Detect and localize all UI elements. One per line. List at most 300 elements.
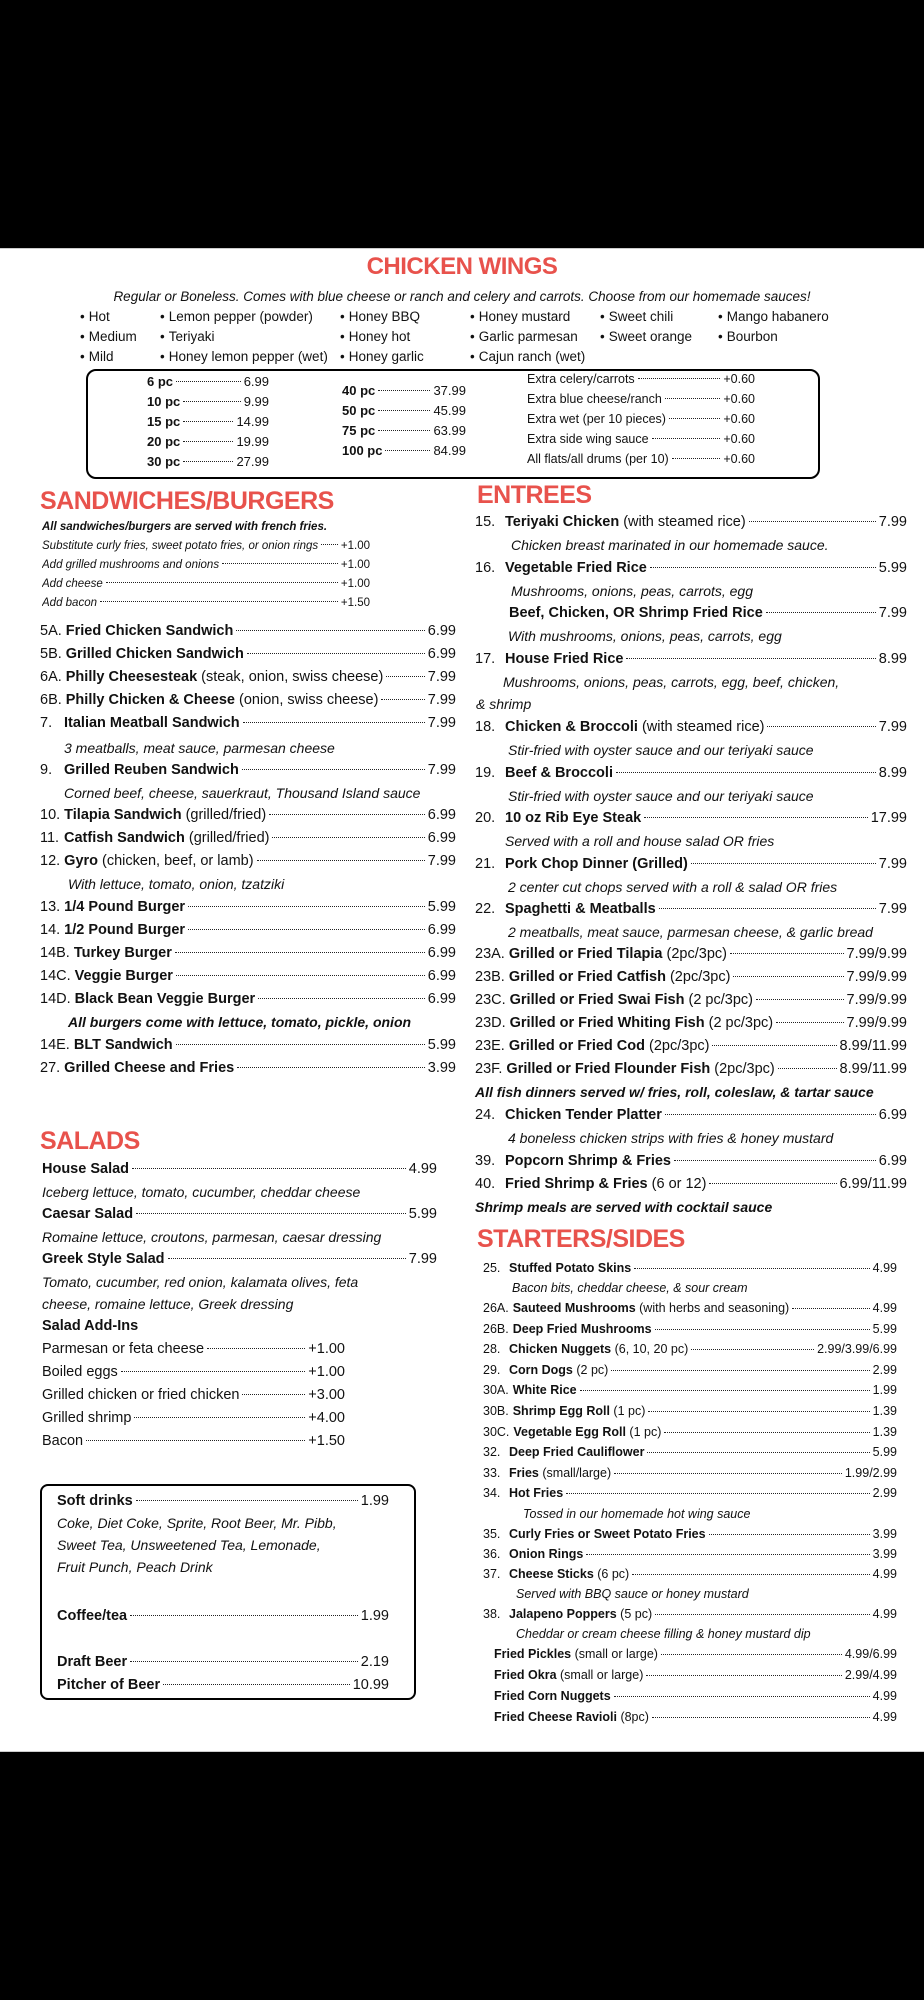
greek-salad-description-2: cheese, romaine lettuce, Greek dressing: [42, 1296, 294, 1312]
dot-leader: [691, 1349, 814, 1350]
spaghetti-description: 2 meatballs, meat sauce, parmesan cheese, & garlic bread: [508, 924, 873, 940]
item-price: 6.99: [427, 945, 456, 961]
entrees-heading: ENTREES: [477, 481, 592, 509]
wing-extra-row: [527, 392, 755, 406]
house-rice-description-1: Mushrooms, onions, peas, carrots, egg, beef, chicken,: [503, 674, 840, 690]
item-name: Extra blue cheese/ranch: [527, 392, 662, 406]
item-number: 34.: [483, 1486, 501, 1501]
item-price: 45.99: [433, 403, 466, 418]
item-name: Spaghetti & Meatballs: [505, 901, 656, 917]
item-price: 27.99: [236, 454, 269, 469]
starters-heading: STARTERS/SIDES: [477, 1225, 685, 1253]
dot-leader: [269, 814, 425, 815]
greek-salad-description-1: Tomato, cucumber, red onion, kalamata olives, feta: [42, 1274, 359, 1290]
item-number: 24.: [475, 1107, 496, 1123]
dot-leader: [175, 952, 425, 953]
item-price: 5.99: [408, 1206, 437, 1222]
wing-extra-row: [527, 432, 755, 446]
sandwich-item: [40, 669, 456, 685]
starter-item: [483, 1342, 897, 1356]
starter-item: [483, 1466, 897, 1480]
item-number: 14E.: [40, 1037, 70, 1053]
dot-leader: [236, 630, 424, 631]
item-number: 23E.: [475, 1038, 505, 1054]
flavor-name: Medium: [88, 329, 137, 344]
dot-leader: [378, 390, 430, 391]
item-price: 84.99: [433, 443, 466, 458]
item-name: Add grilled mushrooms and onions: [42, 559, 220, 571]
item-price: 6.99: [243, 374, 269, 389]
salad-addin-row: [42, 1387, 345, 1403]
item-label: [483, 1261, 631, 1275]
starter-item: [483, 1322, 897, 1336]
sandwich-addon-row: [42, 559, 370, 571]
item-price: 3.99: [872, 1547, 897, 1561]
dot-leader: [709, 1534, 870, 1535]
flavor-item: [600, 329, 696, 344]
poppers-description: Cheddar or cream cheese filling & honey mustard dip: [516, 1627, 811, 1641]
item-name: Grilled or Fried Flounder Fish: [506, 1061, 711, 1077]
flavor-item: [718, 309, 833, 324]
item-price: 5.99: [872, 1445, 897, 1460]
item-price: 6.99: [427, 623, 456, 639]
entree-item: [509, 605, 907, 621]
entree-item: [475, 856, 907, 872]
item-number: 30B.: [483, 1404, 509, 1418]
veg-rice-description: Mushrooms, onions, peas, carrots, egg: [511, 583, 754, 599]
item-price: 7.99/9.99: [846, 992, 907, 1008]
item-name: Boiled eggs: [42, 1364, 118, 1380]
flavor-item: [470, 329, 582, 344]
item-detail: (2 pc/3pc): [684, 992, 753, 1008]
salad-addin-row: [42, 1364, 345, 1380]
fish-dinner-item: [475, 969, 907, 985]
wing-price-row: [147, 374, 269, 389]
item-number: 15.: [475, 514, 496, 530]
item-price: +0.60: [723, 372, 755, 386]
item-label: [483, 1527, 706, 1541]
item-price: +1.00: [308, 1341, 345, 1357]
starter-item: [483, 1363, 897, 1377]
item-name: Corn Dogs: [509, 1362, 573, 1377]
item-detail: (2pc/3pc): [710, 1061, 775, 1077]
item-price: 4.99: [408, 1161, 437, 1177]
item-name: Vegetable Egg Roll: [513, 1424, 626, 1439]
bullet-icon: •: [340, 349, 345, 364]
starter-item: [483, 1425, 897, 1439]
item-label: [40, 1037, 173, 1053]
item-label: [475, 1061, 775, 1077]
starter-item: [483, 1607, 897, 1621]
dot-leader: [730, 953, 844, 954]
item-number: 11.: [40, 830, 60, 846]
starter-item: [494, 1689, 897, 1703]
item-price: 7.99/9.99: [846, 969, 907, 985]
dot-leader: [634, 1268, 869, 1269]
entree-item: [475, 719, 907, 735]
dot-leader: [709, 1183, 836, 1184]
entree-item: [475, 1153, 907, 1169]
item-price: 7.99: [427, 762, 456, 778]
item-price: 6.99: [427, 646, 456, 662]
house-rice-description-2: & shrimp: [476, 696, 532, 712]
item-label: [40, 968, 173, 984]
sandwich-item: [40, 968, 456, 984]
item-price: 14.99: [236, 414, 269, 429]
sandwiches-heading: SANDWICHES/BURGERS: [40, 487, 334, 515]
item-name: Fried Shrimp & Fries: [505, 1176, 648, 1192]
item-price: 6.99: [427, 922, 456, 938]
dot-leader: [664, 1432, 869, 1433]
item-number: 13.: [40, 899, 61, 915]
item-name: Soft drinks: [57, 1493, 133, 1509]
drink-draft: [57, 1654, 389, 1670]
item-label: [483, 1363, 608, 1377]
item-price: 6.99: [427, 968, 456, 984]
sandwich-item: [40, 762, 456, 778]
item-label: [57, 1608, 127, 1624]
item-label: [342, 383, 375, 398]
item-label: [42, 1387, 239, 1403]
dot-leader: [646, 1675, 842, 1676]
item-label: [475, 1153, 671, 1169]
dot-leader: [647, 1452, 869, 1453]
item-label: [40, 669, 383, 685]
drink-coffee: [57, 1608, 389, 1624]
item-name: Grilled or Fried Swai Fish: [509, 992, 685, 1008]
wings-intro: Regular or Boneless. Comes with blue cheese or ranch and celery and carrots. Choose from our homemade sauces!: [113, 289, 811, 304]
dot-leader: [134, 1417, 305, 1418]
item-price: 2.99/3.99/6.99: [817, 1342, 897, 1357]
item-name: Catfish Sandwich: [64, 830, 185, 846]
burger-note: All burgers come with lettuce, tomato, pickle, onion: [68, 1014, 412, 1030]
starter-item: [494, 1668, 897, 1682]
salad-addin-row: [42, 1341, 345, 1357]
item-name: Pitcher of Beer: [57, 1677, 161, 1693]
item-name: Popcorn Shrimp & Fries: [505, 1153, 671, 1169]
meatball-description: 3 meatballs, meat sauce, parmesan cheese: [64, 740, 335, 756]
item-name: Stuffed Potato Skins: [509, 1261, 632, 1275]
item-name: Black Bean Veggie Burger: [74, 991, 256, 1007]
dot-leader: [611, 1370, 869, 1371]
wing-extra-row: [527, 452, 755, 466]
item-label: [483, 1383, 577, 1397]
item-price: 7.99: [878, 719, 907, 735]
potato-skins-description: Bacon bits, cheddar cheese, & sour cream: [512, 1281, 748, 1295]
item-name: Grilled Cheese and Fries: [64, 1060, 235, 1076]
item-label: [475, 1038, 709, 1054]
reuben-description: Corned beef, cheese, sauerkraut, Thousand Island sauce: [64, 785, 421, 801]
item-name: Grilled or Fried Cod: [508, 1038, 645, 1054]
item-label: [40, 1060, 234, 1076]
item-label: [147, 374, 173, 389]
item-number: 27.: [40, 1060, 61, 1076]
item-number: 23B.: [475, 969, 505, 985]
fish-dinner-item: [475, 946, 907, 962]
starter-item: [483, 1486, 897, 1500]
dot-leader: [778, 1068, 837, 1069]
dot-leader: [168, 1258, 406, 1259]
item-label: [483, 1342, 688, 1356]
item-name: 20 pc: [147, 434, 181, 449]
dot-leader: [130, 1615, 358, 1616]
item-price: +1.00: [340, 540, 370, 552]
item-detail: (6, 10, 20 pc): [611, 1342, 689, 1357]
item-name: Jalapeno Poppers: [509, 1607, 617, 1621]
item-name: Chicken Nuggets: [509, 1342, 612, 1357]
item-detail: (grilled/fried): [181, 807, 267, 823]
wing-price-row: [147, 394, 269, 409]
flavor-item: [80, 349, 118, 364]
flavor-item: [80, 329, 141, 344]
item-label: [475, 1107, 662, 1123]
item-name: Fries: [509, 1465, 539, 1480]
item-price: 1.99: [872, 1383, 897, 1398]
dot-leader: [767, 726, 875, 727]
flavor-item: [470, 309, 574, 324]
item-number: 10.: [40, 807, 61, 823]
item-detail: (1 pc): [609, 1404, 646, 1418]
item-number: 19.: [475, 765, 496, 781]
dot-leader: [132, 1168, 406, 1169]
sandwich-item: [40, 899, 456, 915]
dot-leader: [222, 563, 338, 564]
item-detail: (2 pc/3pc): [704, 1015, 774, 1031]
item-label: [475, 719, 764, 735]
starter-item: [483, 1547, 897, 1561]
item-number: 12.: [40, 853, 61, 869]
item-label: [40, 991, 255, 1007]
flavor-item: [160, 309, 317, 324]
item-price: +0.60: [723, 432, 755, 446]
sandwich-addon-row: [42, 540, 370, 552]
item-price: 4.99: [872, 1689, 897, 1703]
item-detail: (onion, swiss cheese): [235, 692, 379, 708]
item-name: Extra side wing sauce: [527, 432, 649, 446]
item-label: [40, 899, 185, 915]
sandwich-item: [40, 830, 456, 846]
item-name: Coffee/tea: [57, 1608, 128, 1624]
flavor-item: [340, 309, 424, 324]
item-price: +1.00: [340, 559, 370, 571]
item-name: Extra celery/carrots: [527, 372, 635, 386]
item-label: [42, 559, 219, 571]
item-label: [40, 623, 233, 639]
soft-drinks-description-1: Coke, Diet Coke, Sprite, Root Beer, Mr. Pibb,: [57, 1515, 337, 1531]
dot-leader: [733, 976, 843, 977]
item-label: [40, 945, 172, 961]
dot-leader: [661, 1654, 842, 1655]
item-number: 23F.: [475, 1061, 503, 1077]
flavor-name: Mild: [88, 349, 114, 364]
item-price: 6.99: [878, 1153, 907, 1169]
item-label: [475, 946, 727, 962]
flavor-name: Sweet chili: [608, 309, 674, 324]
item-label: [475, 969, 730, 985]
item-price: 19.99: [236, 434, 269, 449]
fish-dinner-item: [475, 1038, 907, 1054]
item-price: 7.99: [427, 715, 456, 731]
item-price: 6.99: [427, 991, 456, 1007]
item-name: Caesar Salad: [42, 1206, 134, 1222]
hot-fries-description: Tossed in our homemade hot wing sauce: [523, 1507, 751, 1521]
item-name: Curly Fries or Sweet Potato Fries: [509, 1527, 706, 1541]
salad-addin-row: [42, 1410, 345, 1426]
item-label: [40, 922, 185, 938]
item-name: Add cheese: [42, 578, 103, 590]
flavor-name: Honey hot: [348, 329, 411, 344]
flavor-item: [718, 329, 782, 344]
dot-leader: [183, 401, 240, 402]
item-name: Onion Rings: [509, 1547, 584, 1561]
item-name: House Salad: [42, 1161, 130, 1177]
item-label: [483, 1607, 652, 1621]
item-label: [40, 715, 240, 731]
item-name: Cheese Sticks: [509, 1567, 594, 1581]
dot-leader: [207, 1348, 305, 1349]
dot-leader: [183, 461, 233, 462]
flavor-name: Lemon pepper (powder): [168, 309, 313, 324]
dot-leader: [272, 837, 424, 838]
dot-leader: [614, 1473, 842, 1474]
bullet-icon: •: [340, 329, 345, 344]
item-price: 7.99: [408, 1251, 437, 1267]
item-name: Bacon: [42, 1433, 84, 1449]
item-name: Hot Fries: [509, 1486, 564, 1501]
item-price: 1.99: [360, 1493, 389, 1509]
item-label: [147, 454, 180, 469]
sandwich-item: [40, 991, 456, 1007]
dot-leader: [321, 544, 338, 545]
item-price: 4.99: [872, 1710, 897, 1724]
item-name: White Rice: [512, 1383, 577, 1398]
item-name: 10 pc: [147, 394, 181, 409]
item-label: [494, 1647, 658, 1661]
item-label: [483, 1486, 563, 1500]
wing-price-row: [147, 414, 269, 429]
item-name: Parmesan or feta cheese: [42, 1341, 205, 1357]
item-name: Shrimp Egg Roll: [512, 1404, 610, 1418]
dot-leader: [183, 441, 233, 442]
sandwich-item: [40, 623, 456, 639]
item-number: 6A.: [40, 669, 62, 685]
item-name: Extra wet (per 10 pieces): [527, 412, 666, 426]
item-name: 6 pc: [147, 374, 174, 389]
sandwich-item: [40, 945, 456, 961]
item-price: 7.99/9.99: [846, 946, 907, 962]
dot-leader: [674, 1160, 876, 1161]
dot-leader: [258, 998, 425, 999]
item-label: [527, 452, 669, 466]
item-label: [147, 394, 180, 409]
item-name: Grilled Reuben Sandwich: [64, 762, 239, 778]
item-label: [42, 578, 103, 590]
flavor-name: Sweet orange: [608, 329, 693, 344]
item-name: Philly Cheesesteak: [65, 669, 198, 685]
item-number: 36.: [483, 1547, 501, 1561]
entree-item: [475, 1107, 907, 1123]
item-name: 50 pc: [342, 403, 376, 418]
item-price: 8.99: [878, 765, 907, 781]
item-price: 6.99: [427, 830, 456, 846]
dot-leader: [247, 653, 425, 654]
item-name: All flats/all drums (per 10): [527, 452, 669, 466]
item-label: [483, 1567, 629, 1581]
salad-caesar: [42, 1206, 437, 1222]
item-number: 32.: [483, 1445, 501, 1460]
dot-leader: [644, 817, 868, 818]
item-price: 6.99: [878, 1107, 907, 1123]
dot-leader: [614, 1696, 870, 1697]
sandwich-item: [40, 1060, 456, 1076]
dot-leader: [766, 612, 876, 613]
item-label: [483, 1547, 583, 1561]
sandwich-item: [40, 922, 456, 938]
item-name: Beef, Chicken, OR Shrimp Fried Rice: [509, 605, 763, 621]
item-label: [475, 651, 623, 667]
flavor-name: Mango habanero: [726, 309, 829, 324]
item-detail: (with steamed rice): [637, 719, 765, 735]
item-label: [57, 1493, 133, 1509]
sandwich-item: [40, 646, 456, 662]
wing-extra-row: [527, 412, 755, 426]
dot-leader: [586, 1554, 869, 1555]
item-price: 7.99: [878, 514, 907, 530]
item-label: [475, 560, 647, 576]
fried-rice-description: With mushrooms, onions, peas, carrots, egg: [508, 628, 782, 644]
item-label: [483, 1404, 645, 1418]
item-name: Deep Fried Mushrooms: [512, 1321, 652, 1336]
item-number: 37.: [483, 1567, 501, 1581]
item-name: Fried Chicken Sandwich: [65, 623, 234, 639]
fish-dinner-item: [475, 1061, 907, 1077]
item-name: Greek Style Salad: [42, 1251, 165, 1267]
item-name: Fried Okra: [494, 1668, 557, 1682]
flavor-item: [80, 309, 114, 324]
item-price: 2.99/4.99: [844, 1668, 897, 1682]
item-name: Grilled or Fried Tilapia: [508, 946, 663, 962]
item-number: 35.: [483, 1527, 501, 1541]
item-price: 2.99: [872, 1486, 897, 1501]
dot-leader: [665, 398, 721, 399]
item-label: [40, 762, 239, 778]
item-price: 7.99: [878, 605, 907, 621]
item-price: +0.60: [723, 412, 755, 426]
dot-leader: [100, 601, 338, 602]
item-price: +1.00: [340, 578, 370, 590]
dot-leader: [183, 421, 233, 422]
fish-dinner-note: All fish dinners served w/ fries, roll, coleslaw, & tartar sauce: [475, 1084, 874, 1100]
dot-leader: [655, 1614, 870, 1615]
item-number: 30C.: [483, 1424, 510, 1439]
salad-greek: [42, 1251, 437, 1267]
item-label: [527, 412, 666, 426]
item-label: [42, 1364, 118, 1380]
item-price: 5.99: [878, 560, 907, 576]
dot-leader: [242, 769, 425, 770]
dot-leader: [652, 438, 721, 439]
dot-leader: [616, 772, 876, 773]
drink-pitcher: [57, 1677, 389, 1693]
item-label: [40, 692, 378, 708]
item-label: [483, 1322, 652, 1336]
item-price: 6.99: [427, 807, 456, 823]
item-label: [42, 1433, 83, 1449]
item-label: [42, 1341, 204, 1357]
item-number: 39.: [475, 1153, 496, 1169]
item-name: Fried Corn Nuggets: [494, 1689, 611, 1703]
item-price: 5.99: [427, 899, 456, 915]
